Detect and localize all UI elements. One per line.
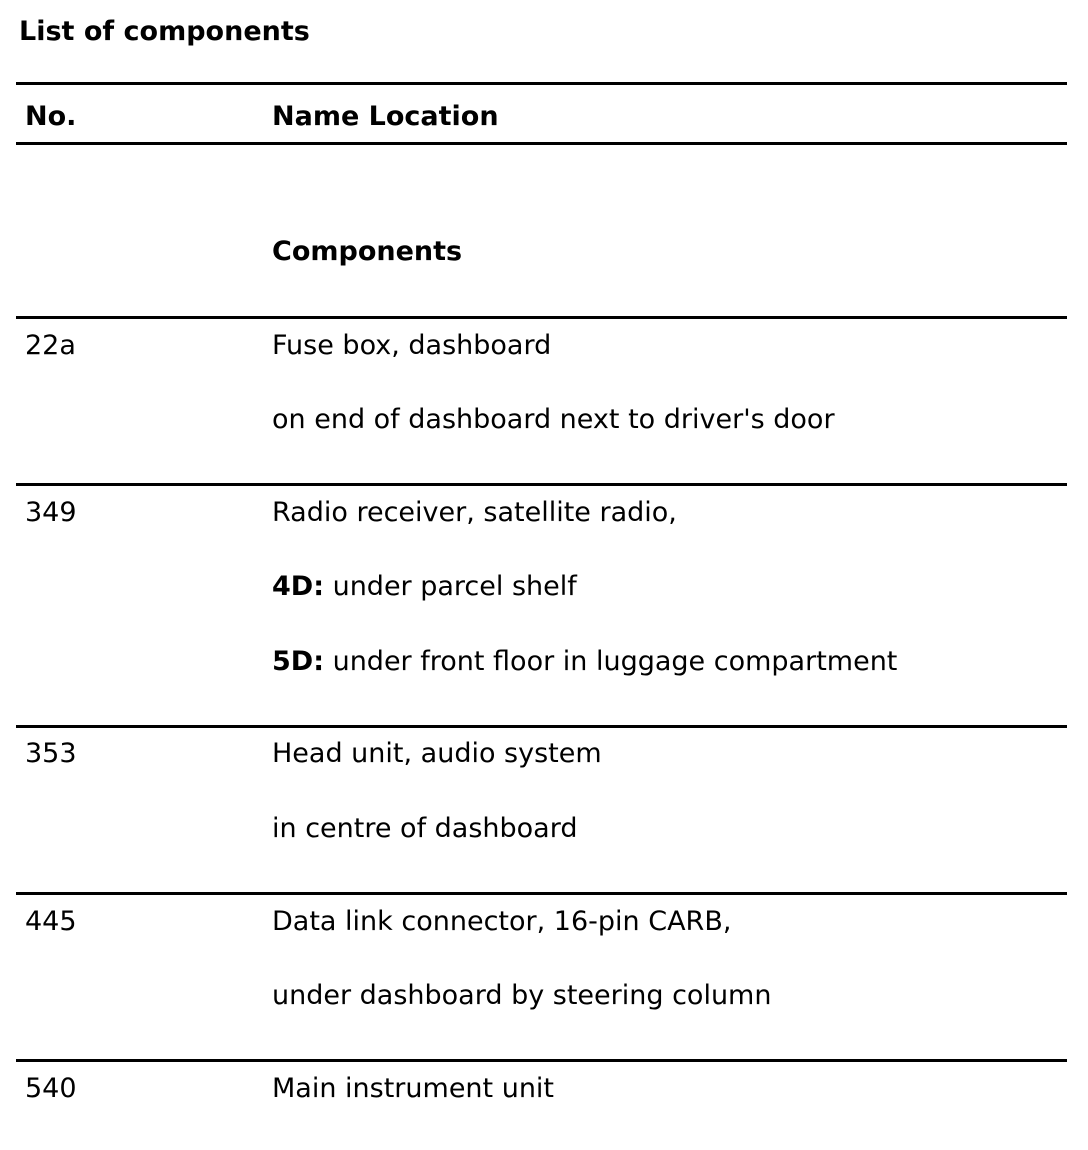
component-location: in centre of dashboard (272, 813, 578, 844)
variant-location: under front floor in luggage compartment (324, 646, 898, 677)
row-divider (16, 725, 1067, 728)
variant-location: under parcel shelf (324, 571, 577, 602)
row-divider (16, 316, 1067, 319)
section-heading: Components (272, 236, 463, 267)
header-no: No. (25, 101, 77, 132)
component-name: Head unit, audio system (272, 738, 602, 769)
header-bottom-rule (16, 142, 1067, 145)
header-name-location: Name Location (272, 101, 499, 132)
document-title: List of components (19, 16, 310, 47)
component-location: on end of dashboard next to driver's door (272, 404, 835, 435)
table-top-rule (16, 82, 1067, 85)
component-name: Data link connector, 16-pin CARB, (272, 906, 732, 937)
variant-label: 5D: (272, 646, 324, 677)
row-number: 353 (25, 738, 77, 769)
variant-label: 4D: (272, 571, 324, 602)
row-divider (16, 892, 1067, 895)
component-location: under dashboard by steering column (272, 980, 772, 1011)
row-number: 349 (25, 497, 77, 528)
component-location-4d (272, 573, 577, 600)
component-location-5d (272, 648, 897, 675)
row-number: 445 (25, 906, 77, 937)
row-divider (16, 1059, 1067, 1062)
row-number: 22a (25, 330, 76, 361)
component-name: Fuse box, dashboard (272, 330, 552, 361)
component-name: Radio receiver, satellite radio, (272, 497, 677, 528)
row-number: 540 (25, 1073, 77, 1104)
row-divider (16, 483, 1067, 486)
component-name: Main instrument unit (272, 1073, 555, 1104)
